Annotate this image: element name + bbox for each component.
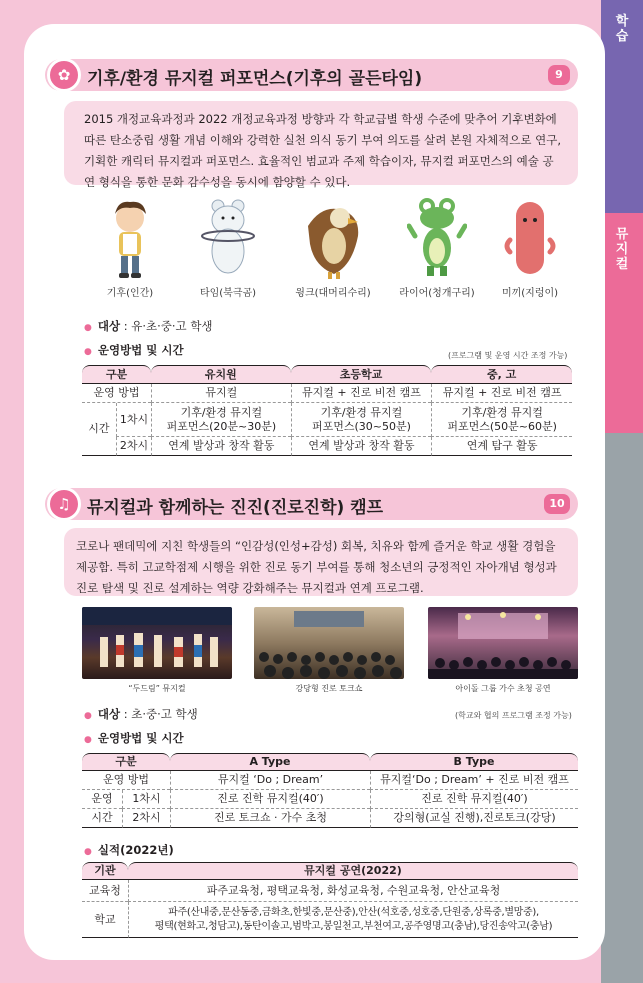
auditorium-image <box>254 607 404 679</box>
table-cell: 운영 방법 <box>82 384 151 403</box>
section1-header <box>45 59 578 91</box>
flower-icon: ✿ <box>47 58 81 92</box>
table-cell: 운영 방법 <box>82 771 170 790</box>
table-cell <box>291 403 432 437</box>
frog-icon <box>407 196 467 282</box>
section1-schedule-table <box>82 365 572 456</box>
performers-image <box>82 607 232 679</box>
table-cell: 운영 <box>82 790 122 809</box>
table-cell <box>151 403 291 437</box>
section1-intro: 2015 개정교육과정과 2022 개정교육과정 방향과 각 학교급별 학생 수준에 맞추어 기후변화에 따른 탄소중립 생활 개념 이해와 강력한 실천 의식 동기 부여 의도를 살려 본원 자체적으로 연구, 기획한 캐릭터 뮤지컬과 퍼포먼스. 효율적인 범교과 주제 학습이자, 뮤지컬 퍼포먼스의 예술 공연 형식을 통한 문화 감수성을 동시에 함양할 수 있다. <box>64 101 578 185</box>
cell-line: 파주(산내중,문산동중,금화초,한빛중,문산중),안산(석호중,성호중,단원중,상록중,별망중), <box>168 906 539 918</box>
table-cell: 시간 <box>82 809 122 828</box>
table-cell: 뮤지컬 + 진로 비전 캠프 <box>431 384 572 403</box>
bullet-dot-icon: ● <box>84 711 92 721</box>
section2-target-note: (학교와 협의 프로그램 조정 가능) <box>455 711 572 720</box>
table-cell: 교육청 <box>82 880 128 902</box>
talk-show-photo <box>254 607 404 679</box>
bullet-dot-icon: ● <box>84 847 92 857</box>
table-cell: 연계 발상과 창작 활동 <box>291 437 432 456</box>
section2-results-table <box>82 862 578 938</box>
table-cell: 뮤지컬 ‘Do ; Dream’ <box>170 771 370 790</box>
table-cell: 학교 <box>82 902 128 938</box>
bullet-dot-icon: ● <box>84 323 92 333</box>
bullet-dot-icon: ● <box>84 735 92 745</box>
target-label: 대상 <box>97 319 121 333</box>
table-cell: 진로 토크쇼 · 가수 초청 <box>170 809 370 828</box>
table-header: 뮤지컬 공연(2022) <box>128 862 578 880</box>
polar-bear-icon <box>198 196 258 282</box>
table-cell <box>431 403 572 437</box>
section2-target <box>84 706 198 722</box>
table-header: 기관 <box>82 862 128 880</box>
photo-caption: 강당형 진로 토크쇼 <box>295 684 363 693</box>
cell-line: 기후/환경 뮤지컬 <box>461 405 543 419</box>
results-label: 실적(2022년) <box>97 843 174 857</box>
section1-method <box>84 342 184 358</box>
table-cell: 1차시 <box>122 790 170 809</box>
table-cell: 뮤지컬 <box>151 384 291 403</box>
character-caption: 윙크(대머리수리) <box>295 288 371 299</box>
section2-intro: 코로나 팬데믹에 지친 학생들의 “인감성(인성+감성) 회복, 치유와 함께 즐거운 학교 생활 경험을 제공함. 특히 고교학점제 시행을 위한 진로 동기 부여를 통해 청소년의 긍정적인 자아개념 형성과 진로 탐색 및 진로 설계하는 역량 강화해주는 뮤지컬과 연계 프로그램. <box>64 528 578 596</box>
cell-line: 기후/환경 뮤지컬 <box>180 405 263 419</box>
cell-line: 퍼포먼스(50분~60분) <box>447 419 557 433</box>
character-caption: 미끼(지렁이) <box>501 288 559 299</box>
section1-number-badge: 9 <box>548 65 570 85</box>
table-cell: 진로 진학 뮤지컬(40′) <box>370 790 578 809</box>
target-value: : 초·중·고 학생 <box>120 707 198 721</box>
side-tab-musical[interactable]: 뮤지컬 <box>601 213 643 433</box>
table-header: A Type <box>170 753 370 771</box>
character-caption: 기후(인간) <box>106 288 154 299</box>
section2-results <box>84 842 174 858</box>
cell-line: 퍼포먼스(30~50분) <box>311 419 411 433</box>
character-lineup <box>90 196 570 306</box>
side-tab-filler <box>601 433 643 983</box>
photo-strip <box>82 607 578 697</box>
method-label: 운영방법 및 시간 <box>97 731 184 745</box>
table-cell: 시간 <box>82 403 116 456</box>
side-tab-study[interactable]: 학습 <box>601 0 643 213</box>
table-cell: 뮤지컬‘Do ; Dream’ + 진로 비전 캠프 <box>370 771 578 790</box>
section2-number-badge: 10 <box>544 494 570 514</box>
table-cell: 강의형(교실 진행),진로토크(강당) <box>370 809 578 828</box>
section1-target <box>84 318 213 334</box>
table-cell: 2차시 <box>116 437 151 456</box>
table-header: 중, 고 <box>431 365 572 384</box>
table-cell: 진로 진학 뮤지컬(40′) <box>170 790 370 809</box>
section1-title: 기후/환경 뮤지컬 퍼포먼스(기후의 골든타임) <box>87 69 423 89</box>
table-header: 구분 <box>82 753 170 771</box>
target-label: 대상 <box>97 707 121 721</box>
musical-stage-photo <box>82 607 232 679</box>
concert-image <box>428 607 578 679</box>
target-value: : 유·초·중·고 학생 <box>120 319 213 333</box>
character-worm <box>485 196 575 299</box>
worm-icon <box>500 196 560 282</box>
method-label: 운영방법 및 시간 <box>97 343 184 357</box>
section2-schedule-table <box>82 753 578 828</box>
table-cell: 뮤지컬 + 진로 비전 캠프 <box>291 384 432 403</box>
section1-method-note: (프로그램 및 운영 시간 조정 가능) <box>448 351 568 360</box>
table-cell: 파주교육청, 평택교육청, 화성교육청, 수원교육청, 안산교육청 <box>128 880 578 902</box>
table-header: 구분 <box>82 365 151 384</box>
character-vulture <box>288 196 378 299</box>
table-cell: 1차시 <box>116 403 151 437</box>
section2-header <box>45 488 578 520</box>
section2-method <box>84 730 184 746</box>
table-header: B Type <box>370 753 578 771</box>
cell-line: 퍼포먼스(20분~30분) <box>166 419 277 433</box>
table-cell <box>128 902 578 938</box>
photo-caption: 아이돌 그룹 가수 초청 공연 <box>455 684 551 693</box>
character-caption: 라이어(청개구리) <box>399 288 475 299</box>
table-cell: 연계 발상과 창작 활동 <box>151 437 291 456</box>
human-character-icon <box>100 196 160 282</box>
character-frog <box>392 196 482 299</box>
table-cell: 2차시 <box>122 809 170 828</box>
table-header: 유치원 <box>151 365 291 384</box>
cell-line: 평택(현화고,청담고),동탄이솔고,범박고,봉일천고,부천여고,공주영명고(충남),당진송악고(충남) <box>154 920 553 932</box>
section2-title: 뮤지컬과 함께하는 진진(진로진학) 캠프 <box>87 498 384 518</box>
bullet-dot-icon: ● <box>84 347 92 357</box>
character-human <box>85 196 175 299</box>
photo-caption: “두드림” 뮤지컬 <box>128 684 186 693</box>
vulture-icon <box>302 196 364 282</box>
table-header: 초등학교 <box>291 365 432 384</box>
table-cell: 연계 탐구 활동 <box>431 437 572 456</box>
character-polar-bear <box>183 196 273 299</box>
cell-line: 기후/환경 뮤지컬 <box>320 405 403 419</box>
character-caption: 타임(북극곰) <box>199 288 257 299</box>
idol-concert-photo <box>428 607 578 679</box>
music-note-icon: ♫ <box>47 487 81 521</box>
